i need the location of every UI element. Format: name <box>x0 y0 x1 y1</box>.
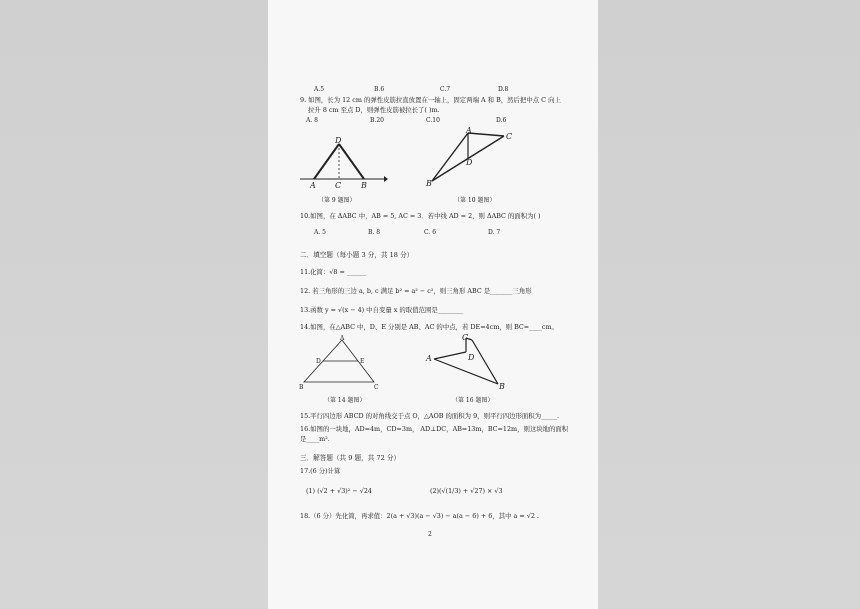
q13-text: 13.函数 y = √(x − 4) 中自变量 x 的取值范围是________ <box>300 306 464 314</box>
fig9-label-b: B <box>361 181 367 190</box>
q9-option-a: A. 8 <box>306 117 318 124</box>
fig14-label-b: B <box>299 384 304 391</box>
figure-9 <box>298 134 388 190</box>
fig14-label-a: A <box>340 335 345 342</box>
q18-text: 18.（6 分）先化简，再求值：2(a + √3)(a − √3) − a(a − 6) + 6，其中 a = √2 . <box>300 512 539 520</box>
q9-option-b: B.20 <box>370 117 384 124</box>
q10-option-a: A. 5 <box>314 229 326 236</box>
fig10-label-d: D <box>466 158 473 167</box>
fig14-caption: （第 14 题图） <box>324 397 366 404</box>
q10-option-b: B. 8 <box>368 229 381 236</box>
fig9-caption: （第 9 题图） <box>318 197 356 204</box>
fig10-label-c: C <box>506 132 513 141</box>
figure-14 <box>298 334 382 392</box>
fig9-arrow <box>384 176 388 182</box>
fig16-side-cb <box>472 340 498 384</box>
q16-line1: 16.如图的一块地，AD=4m，CD=3m， AD⊥DC，AB=13m，BC=12m，则这块地的面积 <box>300 425 569 433</box>
q14-text: 14.如图，在△ABC 中，D、E 分别是 AB、AC 的中点，若 DE=4cm，则 BC=____cm。 <box>300 323 558 331</box>
q17-part2: (2)(√(1/3) + √27) × √3 <box>430 487 503 495</box>
q8-option-c: C.7 <box>440 86 451 93</box>
q16-line2: 是____m². <box>300 435 330 443</box>
section-2-title: 二．填空题（每小题 3 分，共 18 分） <box>300 251 414 259</box>
q17-title: 17.(6 分)计算 <box>300 467 341 475</box>
fig16-label-b: B <box>499 382 505 391</box>
fig16-caption: （第 16 题图） <box>452 397 494 404</box>
fig10-side-ac <box>468 133 504 136</box>
q9-line1: 9. 如图，长为 12 cm 的弹性皮筋拉直放置在一轴上，固定两端 A 和 B，然后把中点 C 向上 <box>300 96 561 104</box>
q17-part1: (1) (√2 + √3)² − √24 <box>306 487 372 495</box>
q12-text: 12. 若三角形的三边 a, b, c 满足 b² = a² − c²，则三角形 ABC 是_______三角形 <box>300 287 532 295</box>
fig9-segment-ad <box>314 144 339 179</box>
fig9-label-c: C <box>335 181 342 190</box>
exam-page <box>268 0 598 609</box>
figure-16 <box>424 334 510 390</box>
fig14-label-e: E <box>360 358 365 365</box>
q9-option-d: D.6 <box>496 117 507 124</box>
q8-option-d: D.8 <box>498 86 509 93</box>
fig16-label-d: D <box>468 353 475 362</box>
q8-option-a: A.5 <box>314 86 325 93</box>
fig10-label-b: B <box>426 179 432 188</box>
fig14-label-c: C <box>374 384 379 391</box>
q10-text: 10.如图，在 ΔABC 中，AB = 5, AC = 3．若中线 AD = 2，则 ΔABC 的面积为( ) <box>300 212 541 220</box>
q15-text: 15.平行四边形 ABCD 的对角线交于点 O，△AOB 的面积为 9，则平行四边形面积为_____. <box>300 412 560 420</box>
fig10-caption: （第 10 题图） <box>454 197 496 204</box>
fig14-label-d: D <box>316 358 321 365</box>
q9-option-c: C.10 <box>426 117 440 124</box>
fig16-side-ad <box>434 352 466 359</box>
fig16-label-a: A <box>426 354 432 363</box>
q10-option-d: D. 7 <box>488 229 501 236</box>
q8-option-b: B.6 <box>374 86 385 93</box>
section-3-title: 三．解答题（共 9 题，共 72 分） <box>300 454 401 462</box>
fig9-label-a: A <box>310 181 316 190</box>
q9-line2: 拉升 8 cm 至点 D，则弹性皮筋被拉长了( )m. <box>308 106 440 114</box>
fig9-label-d: D <box>335 136 342 145</box>
fig16-side-ab <box>434 359 498 384</box>
page-number: 2 <box>428 531 432 538</box>
q10-option-c: C. 6 <box>424 229 437 236</box>
figure-10 <box>424 126 514 188</box>
fig16-label-c: C <box>462 333 469 342</box>
fig10-label-a: A <box>466 126 472 135</box>
fig9-segment-db <box>339 144 364 179</box>
fig10-side-ab <box>432 133 468 181</box>
q11-text: 11.化简：√8 = ______ <box>300 268 367 276</box>
